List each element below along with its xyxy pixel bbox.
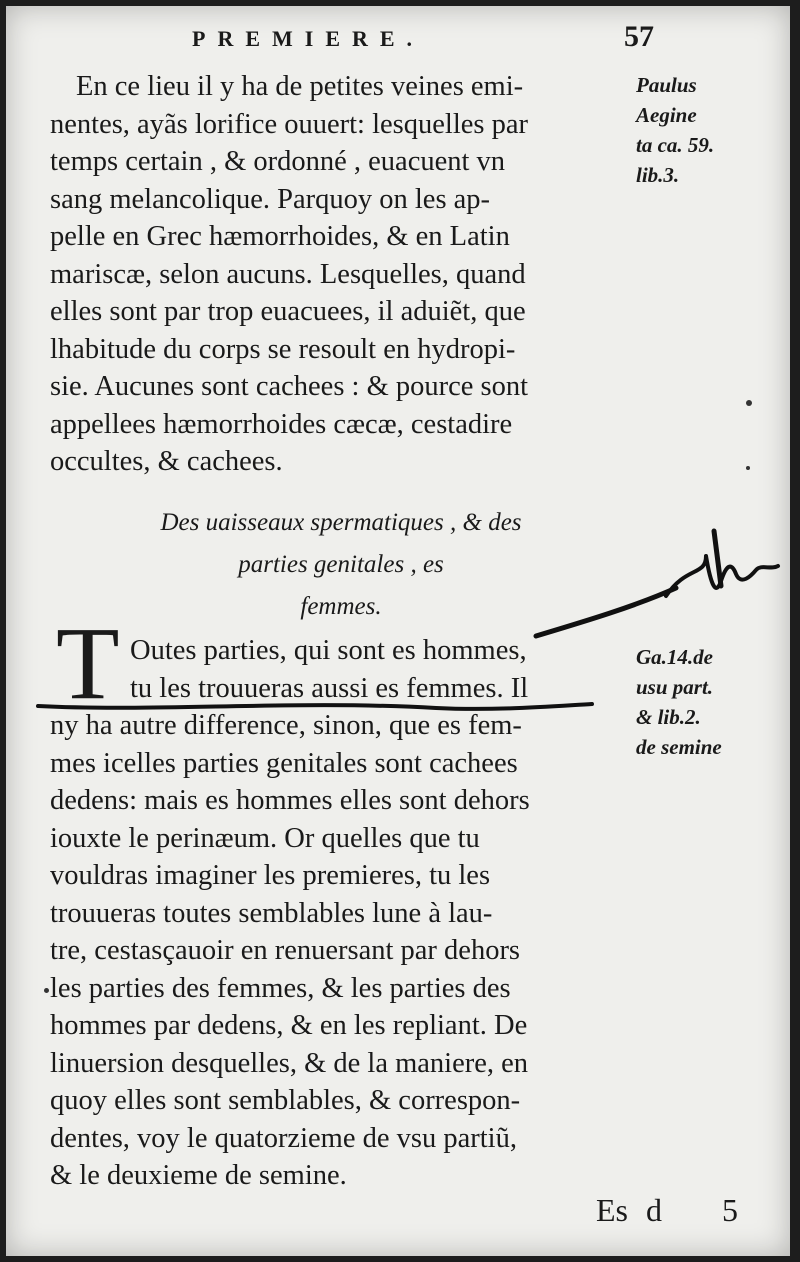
running-head: PREMIERE.: [192, 26, 425, 51]
text-line: nentes, ayãs lorifice ouuert: lesquelles par: [50, 108, 528, 140]
text-line: iouxte le perinæum. Or quelles que tu: [50, 822, 480, 854]
margin-line: Paulus: [636, 73, 697, 97]
page-header: [6, 20, 790, 54]
margin-note-paulus: [636, 70, 786, 190]
margin-line: de semine: [636, 735, 722, 759]
heading-line: femmes.: [300, 593, 382, 620]
drop-cap: T: [56, 606, 120, 721]
margin-note-galen: [636, 642, 786, 762]
text-line: linuersion desquelles, & de la maniere, en: [50, 1047, 529, 1079]
ink-underline: [36, 696, 596, 720]
text-line: vouldras imaginer les premieres, tu les: [50, 860, 491, 891]
heading-line: parties genitales , es: [238, 551, 444, 578]
paragraph-hemorrhoides: [50, 68, 628, 481]
ink-speck: [44, 988, 49, 993]
text-line: & le deuxieme de semine.: [50, 1160, 347, 1191]
text-line: dedens: mais es hommes elles sont dehors: [50, 785, 530, 816]
catchword: Es: [596, 1192, 628, 1228]
text-line: mariscæ, selon aucuns. Lesquelles, quand: [50, 258, 526, 290]
book-page: [6, 6, 790, 1256]
text-line: temps certain , & ordonné , euacuent vn: [50, 146, 506, 177]
text-line: quoy elles sont semblables, & correspon-: [50, 1085, 521, 1116]
margin-line: Ga.14.de: [636, 645, 713, 669]
text-line: occultes, & cachees.: [50, 446, 283, 477]
handwritten-annotation: [516, 526, 786, 646]
text-line: hommes par dedens, & en les repliant. De: [50, 1010, 528, 1041]
text-line: trouueras toutes semblables lune à lau-: [50, 897, 493, 929]
margin-line: usu part.: [636, 675, 714, 699]
signature-mark: [646, 1192, 764, 1229]
text-line: En ce lieu il y ha de petites veines emi-: [76, 71, 524, 102]
text-line: tre, cestasçauoir en renuersant par dehors: [50, 935, 521, 966]
page-number: 57: [624, 20, 654, 53]
text-line: elles sont par trop euacuees, il aduiẽt, que: [50, 296, 526, 327]
text-line: mes icelles parties genitales sont cachees: [50, 747, 518, 779]
signature-text: d 5: [646, 1192, 764, 1228]
text-line: sang melancolique. Parquoy on les ap-: [50, 183, 491, 215]
margin-line: lib.3.: [636, 163, 680, 187]
text-line: tu les trouueras aussi es femmes. Il: [130, 672, 529, 704]
text-line: appellees hæmorrhoides cæcæ, cestadire: [50, 408, 513, 440]
section-heading: [96, 502, 586, 628]
margin-line: ta ca. 59.: [636, 133, 715, 157]
text-line: Outes parties, qui sont es hommes,: [130, 635, 527, 666]
text-line: sie. Aucunes sont cachees : & pource sont: [50, 371, 529, 402]
text-line: dentes, voy le quatorzieme de vsu partiũ,: [50, 1122, 517, 1154]
margin-line: Aegine: [636, 103, 697, 127]
text-line: lhabitude du corps se resoult en hydropi-: [50, 333, 516, 365]
text-line: pelle en Grec hæmorrhoides, & en Latin: [50, 221, 510, 252]
ink-speck: [746, 400, 752, 406]
heading-line: Des uaisseaux spermatiques , & des: [160, 509, 522, 536]
ink-speck: [746, 466, 750, 470]
text-line: les parties des femmes, & les parties des: [50, 972, 511, 1004]
text-line: ny ha autre difference, sinon, que es fem-: [50, 710, 522, 741]
margin-line: & lib.2.: [636, 705, 701, 729]
